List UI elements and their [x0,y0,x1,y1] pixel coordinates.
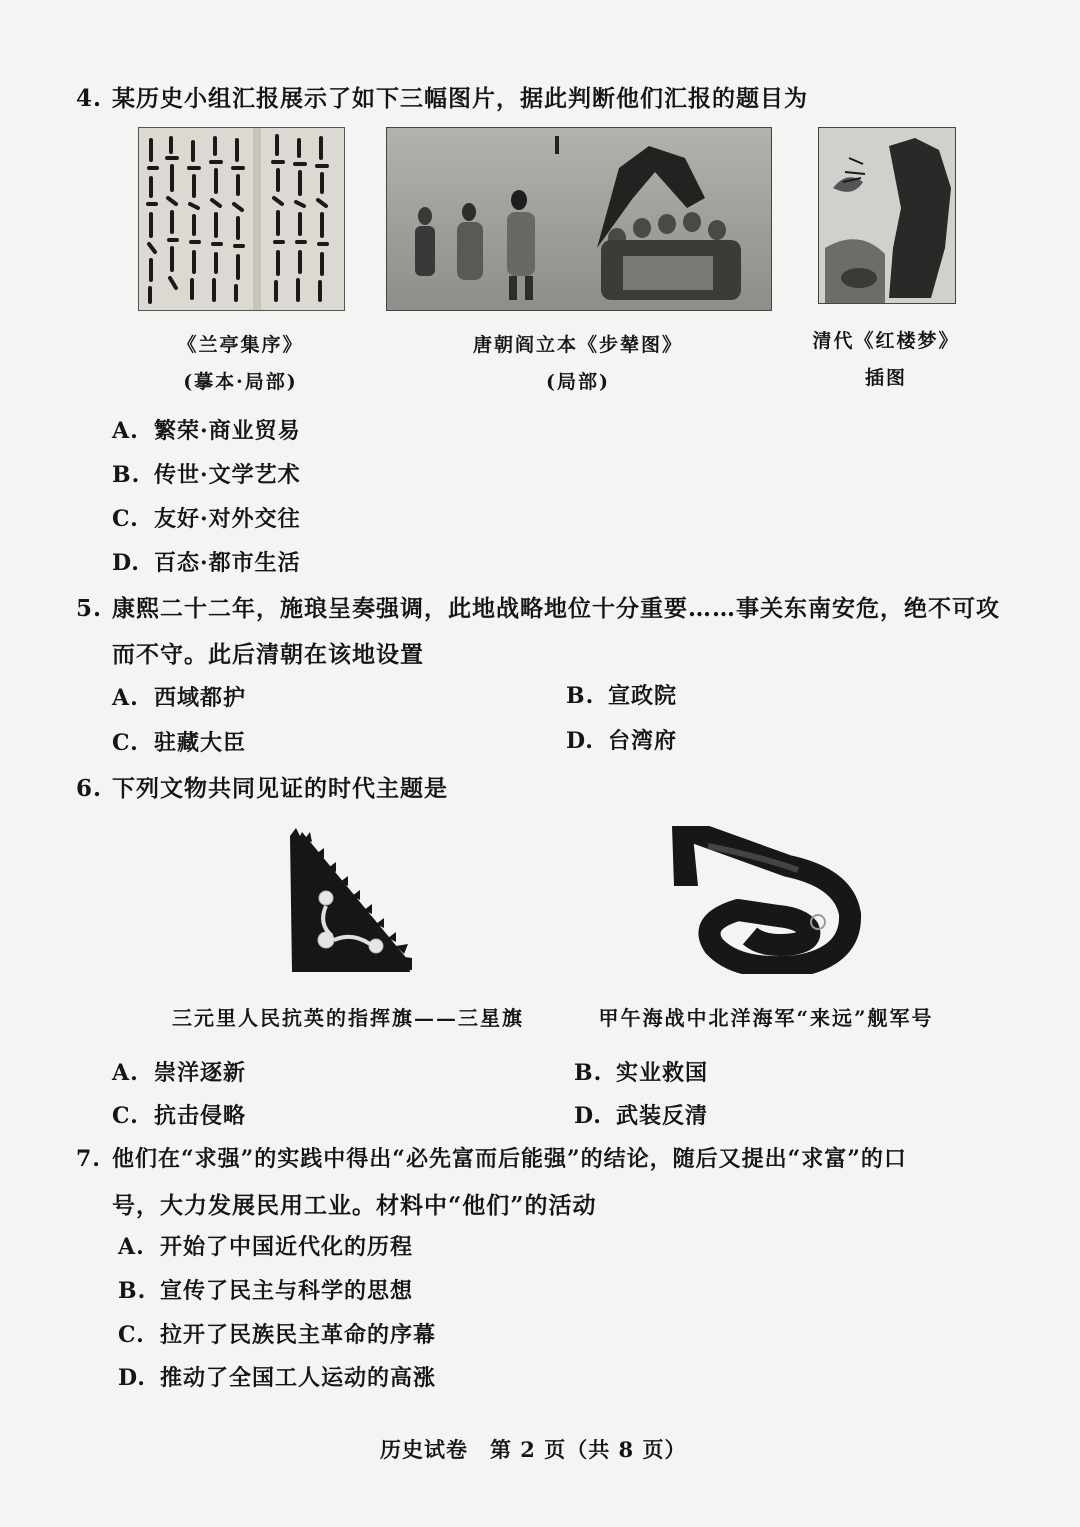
bugle-horn-image [668,826,862,974]
q5-option-d-label: D. [566,728,594,754]
q5-stem-line2: 而不守。此后清朝在该地设置 [112,641,424,668]
q5-option-c-text: 驻藏大臣 [154,730,247,756]
q5-option-d-text: 台湾府 [608,728,678,754]
q7-option-c[interactable] [118,1318,436,1349]
q7-option-c-label: C. [118,1322,145,1348]
q6-stem-text: 下列文物共同见证的时代主题是 [112,775,448,802]
q4-option-c-text: 友好·对外交往 [154,506,301,532]
q7-stem-line1 [76,1142,907,1173]
q4-figure3-caption-line1: 清代《红楼梦》 [812,330,960,352]
q4-option-a-label: A. [112,418,139,444]
q7-option-d-text: 推动了全国工人运动的高涨 [160,1365,437,1391]
q4-figure2-caption [386,330,770,394]
q5-option-a[interactable] [112,681,246,712]
q6-option-d[interactable] [574,1099,708,1130]
q4-number: 4. [76,85,103,112]
q6-figure1-caption: 三元里人民抗英的指挥旗——三星旗 [172,1006,524,1030]
q4-figure2-caption-line2: (局部) [546,371,610,393]
q7-stem-line2: 号，大力发展民用工业。材料中“他们”的活动 [112,1192,597,1219]
q4-option-d-text: 百态·都市生活 [154,550,301,576]
q6-option-b[interactable] [574,1056,708,1087]
q7-option-d[interactable] [118,1361,436,1392]
q6-option-b-label: B. [574,1060,603,1086]
q4-figure3-caption [790,326,982,390]
three-star-flag-image [282,822,414,982]
q5-stem-line1-text: 康熙二十二年，施琅呈奏强调，此地战略地位十分重要……事关东南安危，绝不可攻 [112,595,1000,622]
q6-option-c[interactable] [112,1099,246,1130]
q4-option-c[interactable] [112,502,301,533]
painting-image [386,127,772,311]
q7-option-a[interactable] [118,1230,413,1261]
q4-figure1-caption-line1: 《兰亭集序》 [177,334,304,356]
q5-option-d[interactable] [566,724,677,755]
q4-option-b-text: 传世·文学艺术 [154,462,301,488]
q7-option-d-label: D. [118,1365,146,1391]
q4-figure3-caption-line2: 插图 [864,367,907,389]
q5-option-b[interactable] [566,679,677,710]
q4-option-d-label: D. [112,550,140,576]
q6-option-a-text: 崇洋逐新 [154,1060,247,1086]
q4-stem [76,80,808,113]
q7-option-a-text: 开始了中国近代化的历程 [160,1234,414,1260]
q4-option-a-text: 繁荣·商业贸易 [154,418,301,444]
q5-option-c[interactable] [112,726,246,757]
q4-option-d[interactable] [112,546,301,577]
q7-option-c-text: 拉开了民族民主革命的序幕 [160,1322,437,1348]
q5-stem-line1 [76,590,1000,623]
q7-option-b[interactable] [118,1274,413,1305]
q6-option-d-text: 武装反清 [616,1103,709,1129]
q4-option-a[interactable] [112,414,301,445]
q6-figure2-caption: 甲午海战中北洋海军“来远”舰军号 [598,1006,934,1030]
page-footer: 历史试卷 第 2 页（共 8 页） [380,1437,687,1462]
q5-option-b-label: B. [566,683,595,709]
q6-option-d-label: D. [574,1103,602,1129]
q4-option-c-label: C. [112,506,139,532]
illustration-image [818,127,956,304]
q6-option-c-label: C. [112,1103,139,1129]
q6-option-a-label: A. [112,1060,139,1086]
q6-option-b-text: 实业救国 [616,1060,709,1086]
q7-option-a-label: A. [118,1234,145,1260]
q4-option-b-label: B. [112,462,141,488]
q4-figure2-caption-line1: 唐朝阎立本《步辇图》 [472,334,683,356]
q4-stem-text: 某历史小组汇报展示了如下三幅图片，据此判断他们汇报的题目为 [112,85,808,112]
q6-number: 6. [76,775,103,802]
q4-figure1-caption-line2: (摹本·局部) [183,371,298,393]
q5-option-a-text: 西域都护 [154,685,247,711]
q6-stem [76,770,448,803]
q5-option-b-text: 宣政院 [608,683,678,709]
q7-stem-line1-text: 他们在“求强”的实践中得出“必先富而后能强”的结论，随后又提出“求富”的口 [112,1146,907,1172]
q4-figure1-caption [138,330,343,394]
calligraphy-image [138,127,345,311]
q4-option-b[interactable] [112,458,301,489]
q7-number: 7. [76,1146,101,1172]
q5-option-a-label: A. [112,685,139,711]
q7-option-b-text: 宣传了民主与科学的思想 [160,1278,414,1304]
q5-number: 5. [76,595,103,622]
q6-option-a[interactable] [112,1056,246,1087]
q7-option-b-label: B. [118,1278,147,1304]
q6-option-c-text: 抗击侵略 [154,1103,247,1129]
q5-option-c-label: C. [112,730,139,756]
